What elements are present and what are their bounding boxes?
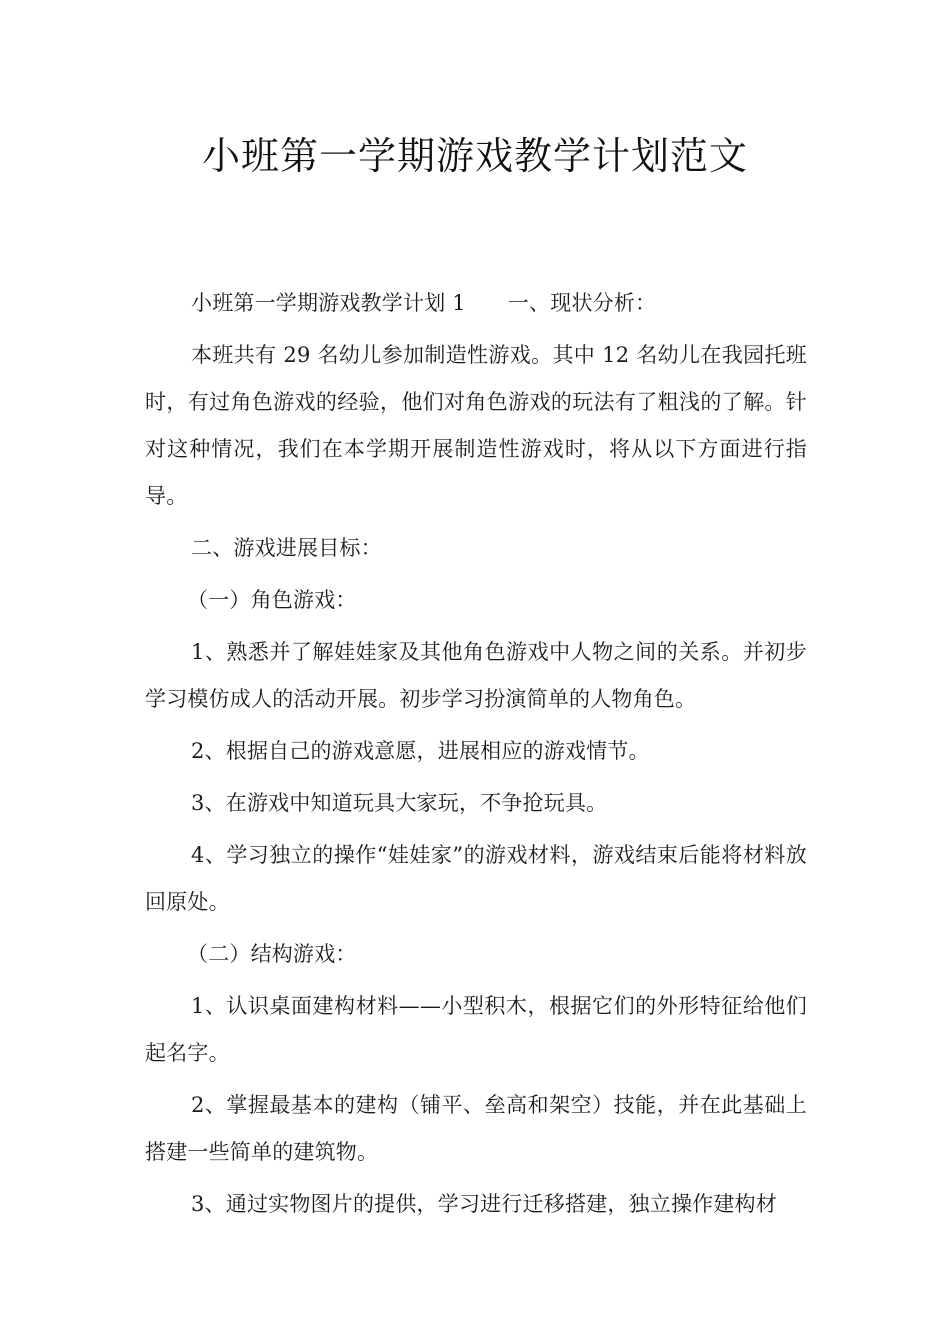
intro-paragraph bbox=[145, 280, 807, 327]
list-item: 2、掌握最基本的建构（铺平、垒高和架空）技能，并在此基础上搭建一些简单的建筑物。 bbox=[145, 1093, 807, 1164]
list-item: 3、通过实物图片的提供，学习进行迁移搭建，独立操作建构材 bbox=[191, 1192, 777, 1216]
document-body bbox=[145, 280, 807, 1233]
subsection-heading: （一）角色游戏： bbox=[187, 588, 357, 612]
list-item: 3、在游戏中知道玩具大家玩，不争抢玩具。 bbox=[191, 791, 608, 815]
section-heading: 二、游戏进展目标： bbox=[191, 536, 382, 560]
list-item: 4、学习独立的操作“娃娃家”的游戏材料，游戏结束后能将材料放回原处。 bbox=[145, 843, 807, 914]
subsection-heading: （二）结构游戏： bbox=[187, 942, 357, 966]
document-title: 小班第一学期游戏教学计划范文 bbox=[201, 134, 748, 178]
list-item: 2、根据自己的游戏意愿，进展相应的游戏情节。 bbox=[191, 739, 650, 763]
list-item: 1、认识桌面建构材料——小型积木，根据它们的外形特征给他们起名字。 bbox=[145, 994, 807, 1065]
paragraph: 本班共有 29 名幼儿参加制造性游戏。其中 12 名幼儿在我园托班时，有过角色游戏的经验，他们对角色游戏的玩法有了粗浅的了解。针对这种情况，我们在本学期开展制造性游戏时，将从以下方面进行指导。 bbox=[145, 343, 807, 508]
section-heading-status: 一、现状分析： bbox=[507, 291, 657, 315]
plan-heading: 小班第一学期游戏教学计划 1 bbox=[191, 291, 466, 315]
list-item: 1、熟悉并了解娃娃家及其他角色游戏中人物之间的关系。并初步学习模仿成人的活动开展。初步学习扮演简单的人物角色。 bbox=[145, 640, 807, 711]
